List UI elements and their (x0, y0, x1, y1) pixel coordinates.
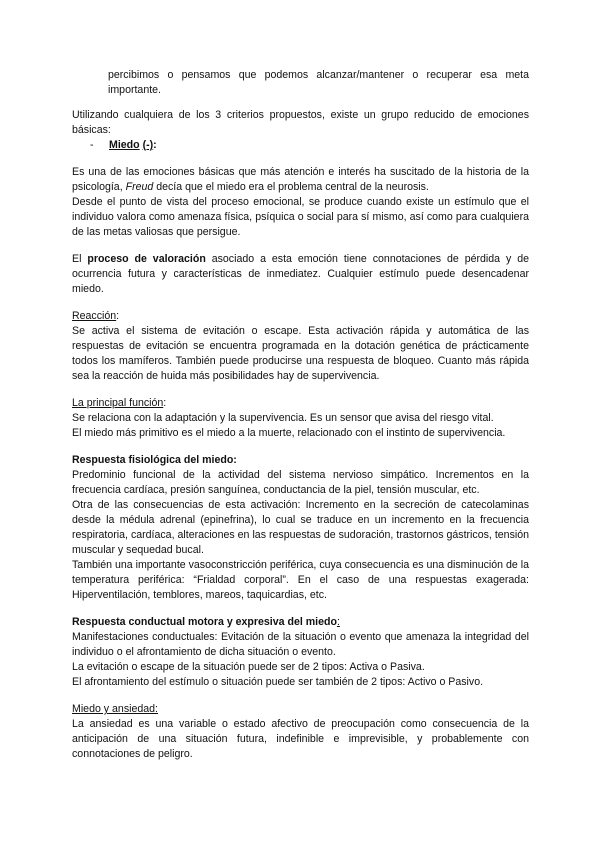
fisiologica-heading: Respuesta fisiológica del miedo: (72, 454, 237, 466)
fisiologica-paragraph-1: Predominio funcional de la actividad del sistema nervioso simpático. Incrementos en la frecuencia cardíaca, presión sanguínea, conductancia de la piel, tensión muscular, etc. (72, 469, 529, 496)
reaccion-colon: : (116, 310, 120, 322)
freud-italic: Freud (125, 181, 154, 193)
miedo-sign: (-) (142, 139, 154, 151)
conductual-heading-line (72, 615, 529, 630)
reaccion-heading: Reacción (72, 310, 117, 322)
conductual-colon: : (336, 616, 340, 628)
funcion-heading: La principal función (72, 397, 164, 409)
document-page (72, 68, 529, 762)
miedo-p1-text-a: Es una de las emociones básicas que más atención e interés ha suscitado de la historia de la psicología, (72, 166, 529, 193)
proceso-valoracion-bold: proceso de valoración (87, 253, 206, 265)
miedo-colon: : (153, 139, 157, 151)
reaccion-heading-line (72, 309, 529, 324)
miedo-title: Miedo (109, 139, 140, 151)
fisiologica-paragraph-2: Otra de las consecuencias de esta activación: Incremento en la secreción de catecolaminas desde la médula adrenal (epinefrina), lo cual se traduce en un incremento en la frecuencia respiratoria, cardíaca, alteraciones en las respuestas de sudoración, trastornos gástricos, tensión muscular y sequedad bucal. (72, 499, 529, 556)
funcion-colon: : (163, 397, 167, 409)
intro-paragraph: Utilizando cualquiera de los 3 criterios propuestos, existe un grupo reducido de emociones básicas: (72, 109, 529, 136)
intro-continuation: percibimos o pensamos que podemos alcanzar/mantener o recuperar esa meta importante. (108, 69, 529, 96)
conductual-paragraph-2: La evitación o escape de la situación puede ser de 2 tipos: Activa o Pasiva. (72, 661, 425, 673)
conductual-heading: Respuesta conductual motora y expresiva del miedo (72, 616, 337, 628)
conductual-paragraph-1: Manifestaciones conductuales: Evitación de la situación o evento que amenaza la integridad del individuo o el afrontamiento de dicha situación o evento. (72, 631, 529, 658)
miedo-paragraph-1 (72, 165, 529, 195)
miedo-p1-text-b: decía que el miedo era el problema central de la neurosis. (153, 181, 429, 193)
bullet-dash: - (90, 139, 94, 151)
miedo-paragraph-3 (72, 252, 529, 297)
miedo-heading (109, 138, 157, 153)
funcion-line-2: El miedo más primitivo es el miedo a la muerte, relacionado con el instinto de supervivencia. (72, 427, 506, 439)
conductual-paragraph-3: El afrontamiento del estímulo o situación puede ser también de 2 tipos: Activo o Pasivo. (72, 676, 484, 688)
ansiedad-body: La ansiedad es una variable o estado afectivo de preocupación como consecuencia de la anticipación de una situación futura, indefinible e imprevisible, y probablemente con connotaciones de peligro. (72, 718, 529, 760)
funcion-heading-line (72, 396, 529, 411)
funcion-line-1: Se relaciona con la adaptación y la supervivencia. Es un sensor que avisa del riesgo vital. (72, 412, 494, 424)
ansiedad-heading: Miedo y ansiedad: (72, 703, 158, 715)
miedo-bullet (72, 138, 529, 153)
miedo-p3-text-a: El (72, 253, 88, 265)
reaccion-body: Se activa el sistema de evitación o escape. Esta activación rápida y automática de las respuestas de evitación se encuentra programada en la dotación genética de prácticamente todos los mamíferos. También puede producirse una respuesta de bloqueo. Cuanto más rápida sea la reacción de huida más posibilidades hay de supervivencia. (72, 325, 529, 382)
miedo-paragraph-2: Desde el punto de vista del proceso emocional, se produce cuando existe un estímulo que el individuo valora como amenaza física, psíquica o social para sí mismo, así como para cualquiera de las metas valiosas que persigue. (72, 196, 529, 238)
fisiologica-paragraph-3: También una importante vasoconstricción periférica, cuya consecuencia es una disminución de la temperatura periférica: “Frialdad corporal”. En el caso de una respuestas exagerada: Hiperventilación, temblores, mareos, taquicardias, etc. (72, 559, 529, 601)
miedo-p3-text-b: asociado a esta emoción tiene connotaciones de pérdida y de ocurrencia futura y características de inmediatez. Cualquier estímulo puede desencadenar miedo. (72, 253, 529, 295)
